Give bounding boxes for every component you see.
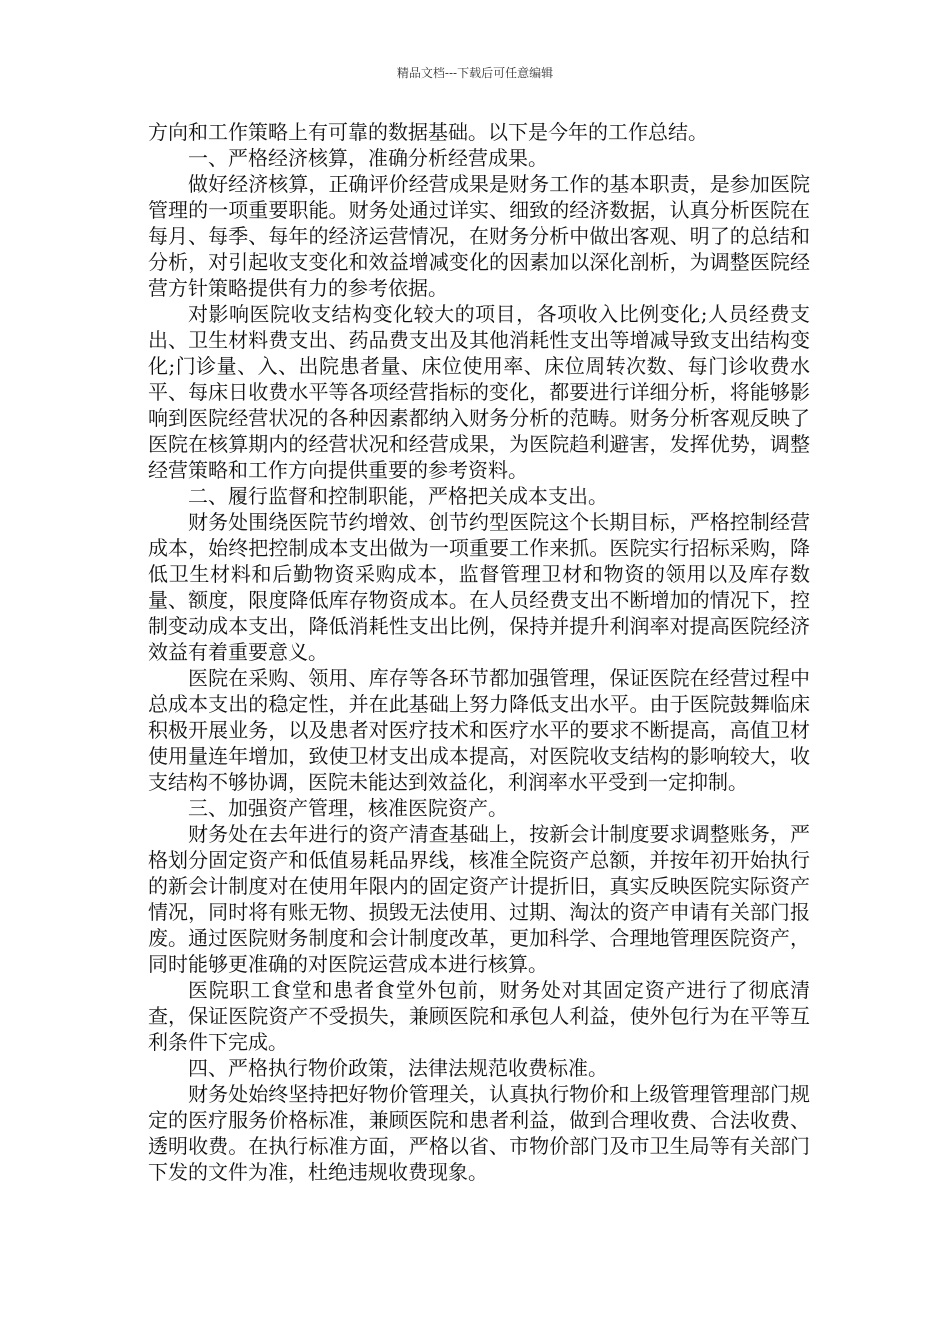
paragraph: 医院在采购、领用、库存等各环节都加强管理，保证医院在经营过程中总成本支出的稳定性，并在此基础上努力降低支出水平。由于医院鼓舞临床积极开展业务，以及患者对医疗技术和医疗水平的要求不断提高，高值卫材使用量连年增加，致使卫材支出成本提高，对医院收支结构的影响较大，收支结构不够协调，医院未能达到效益化，利润率水平受到一定抑制。 bbox=[148, 666, 810, 794]
section-heading: 三、加强资产管理，核准医院资产。 bbox=[188, 796, 508, 820]
section-heading: 四、严格执行物价政策，法律法规范收费标准。 bbox=[188, 1056, 608, 1080]
page-header: 精品文档---下载后可任意编辑 bbox=[396, 66, 554, 80]
paragraph: 财务处围绕医院节约增效、创节约型医院这个长期目标，严格控制经营成本，始终把控制成本支出做为一项重要工作来抓。医院实行招标采购，降低卫生材料和后勤物资采购成本，监督管理卫材和物资的领用以及库存数量、额度，限度降低库存物资成本。在人员经费支出不断增加的情况下，控制变动成本支出，降低消耗性支出比例，保持并提升利润率对提高医院经济效益有着重要意义。 bbox=[148, 510, 810, 664]
document-body bbox=[148, 119, 810, 1185]
section-heading: 一、严格经济核算，准确分析经营成果。 bbox=[188, 146, 548, 170]
paragraph: 方向和工作策略上有可靠的数据基础。以下是今年的工作总结。 bbox=[148, 120, 708, 144]
paragraph: 做好经济核算，正确评价经营成果是财务工作的基本职责，是参加医院管理的一项重要职能。财务处通过详实、细致的经济数据，认真分析医院在每月、每季、每年的经济运营情况，在财务分析中做出客观、明了的总结和分析，对引起收支变化和效益增减变化的因素加以深化剖析，为调整医院经营方针策略提供有力的参考依据。 bbox=[148, 172, 810, 300]
paragraph: 财务处在去年进行的资产清查基础上，按新会计制度要求调整账务，严格划分固定资产和低值易耗品界线，核准全院资产总额，并按年初开始执行的新会计制度对在使用年限内的固定资产计提折旧，真实反映医院实际资产情况，同时将有账无物、损毁无法使用、过期、淘汰的资产申请有关部门报废。通过医院财务制度和会计制度改革，更加科学、合理地管理医院资产，同时能够更准确的对医院运营成本进行核算。 bbox=[148, 822, 810, 976]
paragraph: 对影响医院收支结构变化较大的项目，各项收入比例变化;人员经费支出、卫生材料费支出、药品费支出及其他消耗性支出等增减导致支出结构变化;门诊量、入、出院患者量、床位使用率、床位周转次数、每门诊收费水平、每床日收费水平等各项经营指标的变化，都要进行详细分析，将能够影响到医院经营状况的各种因素都纳入财务分析的范畴。财务分析客观反映了医院在核算期内的经营状况和经营成果，为医院趋利避害，发挥优势，调整经营策略和工作方向提供重要的参考资料。 bbox=[148, 302, 810, 482]
paragraph: 医院职工食堂和患者食堂外包前，财务处对其固定资产进行了彻底清查，保证医院资产不受损失，兼顾医院和承包人利益，使外包行为在平等互利条件下完成。 bbox=[148, 978, 810, 1054]
paragraph: 财务处始终坚持把好物价管理关，认真执行物价和上级管理管理部门规定的医疗服务价格标准，兼顾医院和患者利益，做到合理收费、合法收费、透明收费。在执行标准方面，严格以省、市物价部门及市卫生局等有关部门下发的文件为准，杜绝违规收费现象。 bbox=[148, 1082, 810, 1184]
section-heading: 二、履行监督和控制职能，严格把关成本支出。 bbox=[188, 484, 608, 508]
